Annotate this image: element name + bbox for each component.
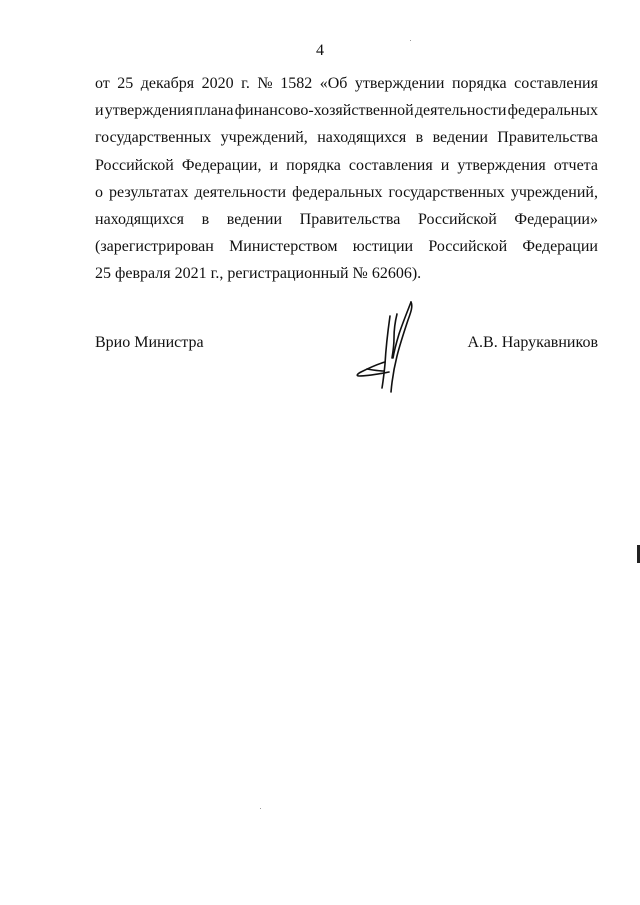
word: деятельности [414,102,507,120]
word: Правительства [497,129,598,147]
word: в [201,210,210,228]
word: федеральных [292,183,383,201]
page-number: 4 [316,42,324,59]
word: утверждения [457,156,546,174]
word: ведении [226,210,283,228]
word: учреждений, [510,183,598,201]
word: утверждении [354,75,445,92]
word: Министерством [229,238,338,256]
word: отчета [553,156,598,174]
word: (зарегистрирован [95,238,214,256]
word: № [257,75,273,92]
word: находящихся [317,129,407,147]
word: и [269,156,279,174]
position-title: Врио Министра [95,334,204,351]
word: Российской [417,210,497,228]
word: деятельности [194,183,287,201]
signer-name: А.В. Нарукавников [467,334,598,351]
text-line [95,206,598,233]
word: от [95,75,110,92]
text-line [95,152,598,179]
word: Российской [428,238,508,256]
word: и [440,156,450,174]
text-line-last: 25 февраля 2021 г., регистрационный № 62606). [95,265,422,283]
text-line [95,124,598,151]
word: учреждений, [220,129,308,147]
text-line [95,179,598,206]
word: составления [348,156,433,174]
word: в [415,129,424,147]
word: г. [241,75,250,92]
text-line [95,97,598,124]
word: юстиции [352,238,414,256]
text-line [95,233,598,260]
word: Российской [95,156,174,174]
word: финансово-хозяйственной [234,102,414,120]
word: порядка [286,156,341,174]
word: Федерации, [181,156,262,174]
word: порядка [451,75,507,92]
scan-speck [260,808,261,809]
word: о [95,183,103,201]
word: «Об [319,75,348,92]
word: 1582 [280,75,313,92]
word: ведении [432,129,488,147]
handwritten-signature [345,298,420,394]
word: Федерации [522,238,598,256]
word: результатах [109,183,189,201]
word: составления [514,75,598,92]
word: государственных [95,129,212,147]
body-paragraph [95,70,598,288]
word: плана [194,102,234,120]
scan-speck [410,40,411,41]
word: Федерации» [514,210,598,228]
word: 2020 [201,75,234,92]
word: федеральных [507,102,598,120]
word: находящихся [95,210,184,228]
word: государственных [388,183,505,201]
word: декабря [140,75,195,92]
word: и [95,102,104,120]
text-line [95,70,598,97]
word: Правительства [299,210,401,228]
word: 25 [117,75,134,92]
word: утверждения [104,102,194,120]
